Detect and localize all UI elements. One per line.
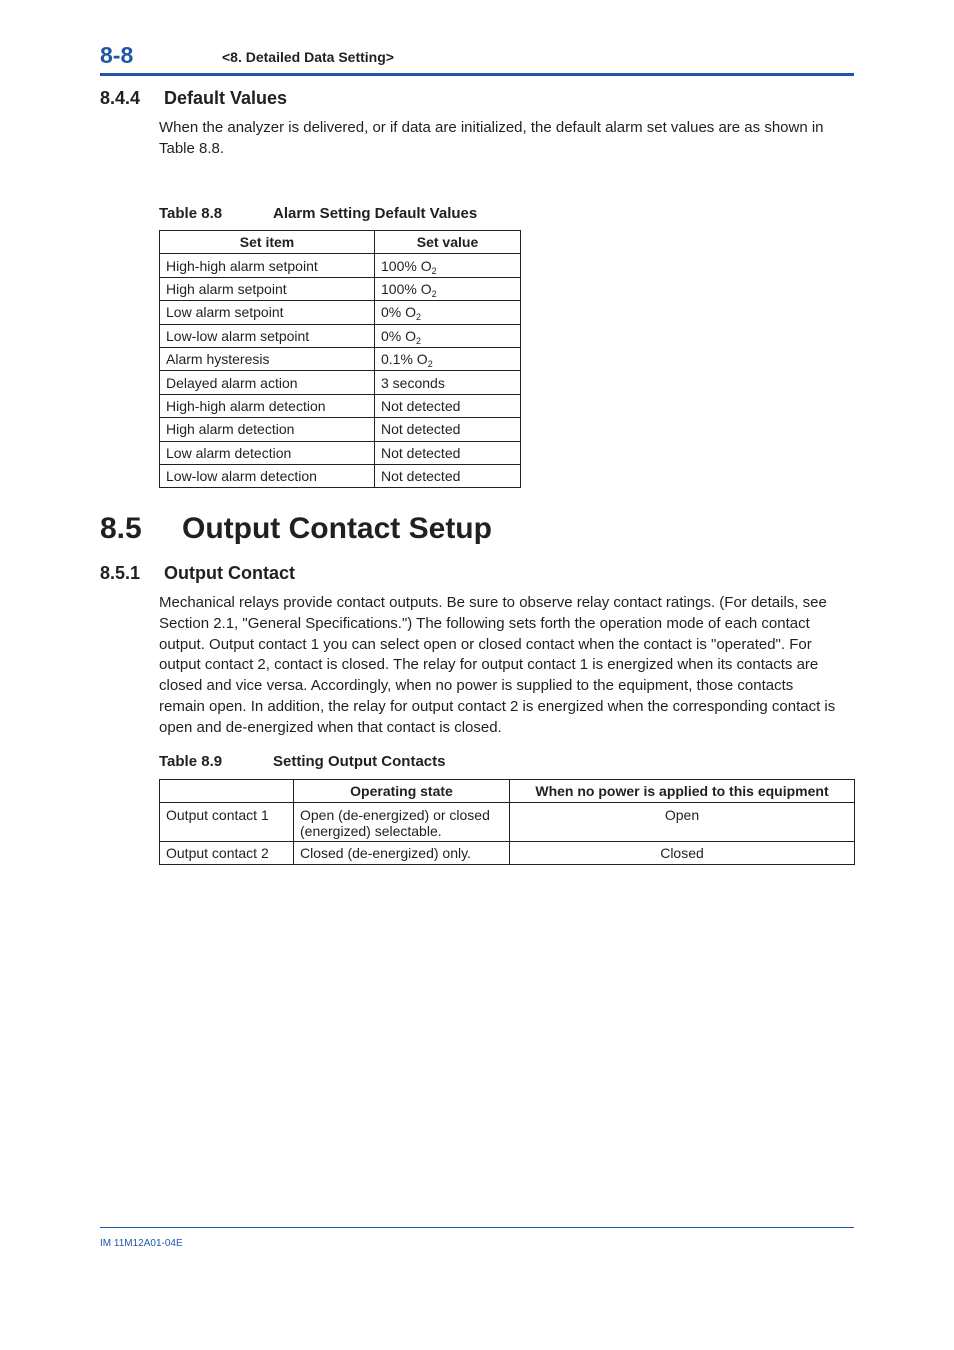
table-header-row bbox=[160, 231, 521, 254]
table-row bbox=[160, 842, 855, 865]
set-value-cell: Not detected bbox=[375, 441, 521, 464]
section-title: Output Contact Setup bbox=[182, 512, 492, 545]
set-value-cell: 0% $O_2$ bbox=[375, 324, 521, 347]
set-value-cell: Not detected bbox=[375, 464, 521, 487]
set-item-cell: Low alarm detection bbox=[160, 441, 375, 464]
no-power-state-cell: Closed bbox=[510, 842, 855, 865]
set-value-cell: 100% $O_2$ bbox=[375, 254, 521, 277]
section-8-4-4-heading bbox=[100, 87, 287, 109]
set-value-cell: Not detected bbox=[375, 418, 521, 441]
paragraph-line: closed and vice versa. Accordingly, when no power is supplied to the equipment, those contacts bbox=[159, 677, 794, 695]
table-title: Alarm Setting Default Values bbox=[273, 205, 478, 222]
table-row bbox=[160, 324, 521, 347]
paragraph-line: remain open. In addition, the relay for output contact 2 is energized when the corresponding contact is bbox=[159, 697, 836, 715]
table-8-8-caption bbox=[159, 205, 477, 223]
set-item-cell: High-high alarm detection bbox=[160, 394, 375, 417]
table-row bbox=[160, 347, 521, 370]
table-row bbox=[160, 277, 521, 300]
set-item-cell: High alarm setpoint bbox=[160, 277, 375, 300]
set-value-cell: 0% $O_2$ bbox=[375, 301, 521, 324]
section-number: 8.4.4 bbox=[100, 88, 141, 108]
set-item-cell: Alarm hysteresis bbox=[160, 347, 375, 370]
set-value-cell: 0.1% $O_2$ bbox=[375, 347, 521, 370]
table-label: Table 8.8 bbox=[159, 205, 223, 222]
page-number: 8-8 bbox=[100, 42, 134, 68]
chapter-title: <8. Detailed Data Setting> bbox=[222, 49, 394, 65]
section-title: Default Values bbox=[164, 88, 288, 108]
paragraph-line: output. Output contact 1 you can select open or closed contact when the contact is "operated". For bbox=[159, 635, 812, 653]
no-power-state-cell: Open bbox=[510, 803, 855, 842]
section-number: 8.5.1 bbox=[100, 563, 141, 583]
table-row bbox=[160, 394, 521, 417]
table-header-row bbox=[160, 780, 855, 803]
page-header bbox=[100, 40, 854, 76]
set-item-cell: Delayed alarm action bbox=[160, 371, 375, 394]
set-item-cell: High alarm detection bbox=[160, 418, 375, 441]
table-row bbox=[160, 464, 521, 487]
footer-document-number: IM 11M12A01-04E bbox=[100, 1238, 183, 1249]
table-title: Setting Output Contacts bbox=[273, 753, 446, 770]
contact-name-cell: Output contact 1 bbox=[160, 803, 294, 842]
section-title: Output Contact bbox=[164, 563, 295, 583]
set-item-cell: High-high alarm setpoint bbox=[160, 254, 375, 277]
paragraph-line: output contact 2, contact is closed. The relay for output contact 1 is energized when its contacts are bbox=[159, 656, 819, 674]
table-row bbox=[160, 803, 855, 842]
table-row bbox=[160, 254, 521, 277]
column-header-no-power: When no power is applied to this equipment bbox=[510, 780, 855, 803]
table-label: Table 8.9 bbox=[159, 753, 223, 770]
column-header-set-item: Set item bbox=[160, 231, 375, 254]
output-contacts-table bbox=[159, 779, 855, 865]
set-value-cell: Not detected bbox=[375, 394, 521, 417]
column-header-operating-state: Operating state bbox=[294, 780, 510, 803]
table-row bbox=[160, 301, 521, 324]
table-row bbox=[160, 441, 521, 464]
section-number: 8.5 bbox=[100, 512, 142, 545]
operating-state-cell: Closed (de-energized) only. bbox=[294, 842, 510, 865]
contact-name-cell: Output contact 2 bbox=[160, 842, 294, 865]
section-8-5-1-paragraph bbox=[159, 593, 859, 739]
table-row bbox=[160, 418, 521, 441]
set-value-cell: 3 seconds bbox=[375, 371, 521, 394]
paragraph-line: open and de-energized when that contact is closed. bbox=[159, 718, 502, 736]
column-header-set-value: Set value bbox=[375, 231, 521, 254]
table-row bbox=[160, 371, 521, 394]
section-8-4-4-paragraph: When the analyzer is delivered, or if data are initialized, the default alarm set values are as shown in Table 8.8. bbox=[159, 119, 824, 157]
column-header-blank bbox=[160, 780, 294, 803]
set-item-cell: Low alarm setpoint bbox=[160, 301, 375, 324]
section-8-5-1-heading bbox=[100, 562, 295, 584]
set-item-cell: Low-low alarm detection bbox=[160, 464, 375, 487]
paragraph-line: Section 2.1, "General Specifications.") The following sets forth the operation mode of each contact bbox=[159, 614, 810, 632]
set-value-cell: 100% $O_2$ bbox=[375, 277, 521, 300]
set-item-cell: Low-low alarm setpoint bbox=[160, 324, 375, 347]
alarm-defaults-table bbox=[159, 230, 521, 488]
operating-state-cell: Open (de-energized) or closed (energized) selectable. bbox=[294, 803, 510, 842]
table-8-9-caption bbox=[159, 753, 446, 771]
footer-rule bbox=[100, 1227, 854, 1228]
section-8-5-heading bbox=[100, 510, 492, 548]
paragraph-line: Mechanical relays provide contact outputs. Be sure to observe relay contact ratings. (For details, see bbox=[159, 594, 827, 611]
